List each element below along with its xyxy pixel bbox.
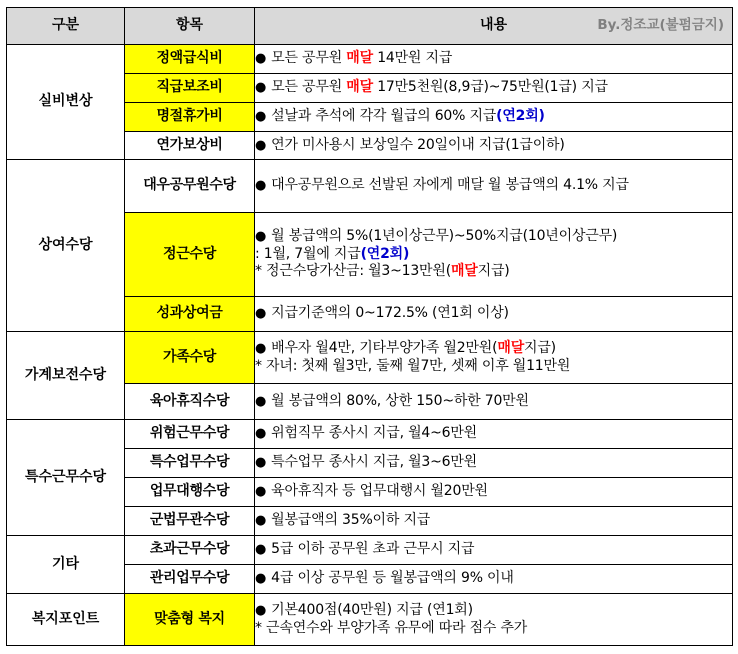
emphasis-red-text: 매달	[346, 79, 373, 96]
description-text: 연가 미사용시 보상일수 20일이내 지급(1급이하)	[271, 136, 565, 153]
bullet-line	[255, 108, 732, 126]
table-row	[7, 536, 733, 565]
description-text: 월 봉급액의 80%, 상한 150~하한 70만원	[271, 392, 529, 409]
description-cell	[255, 384, 733, 420]
description-cell	[255, 132, 733, 160]
description-text: 14만원 지급	[372, 50, 453, 67]
item-cell: 초과근무수당	[125, 536, 255, 565]
emphasis-red-text: 매달	[450, 263, 478, 280]
description-text: 대우공무원으로 선발된 자에게 매달 월 봉급액의 4.1% 지급	[271, 177, 629, 194]
description-cell	[255, 74, 733, 103]
bullet-line	[255, 602, 732, 620]
description-text: 특수업무 종사시 지급, 월3~6만원	[271, 454, 477, 471]
bullet-line	[255, 483, 732, 501]
category-cell: 실비변상	[7, 45, 125, 160]
bullet-line	[255, 512, 732, 530]
description-text: 모든 공무원	[271, 50, 347, 67]
allowance-table	[6, 7, 733, 646]
description-text: 5급 이하 공무원 초과 근무시 지급	[271, 541, 475, 558]
bullet-line	[255, 570, 732, 588]
note-line	[255, 263, 732, 281]
description-text: * 자녀: 첫째 월3만, 둘째 월7만, 셋째 이후 월11만원	[255, 357, 571, 374]
item-cell: 관리업무수당	[125, 565, 255, 594]
description-cell	[255, 103, 733, 132]
header-item: 항목	[125, 8, 255, 45]
item-cell: 특수업무수당	[125, 449, 255, 478]
description-text: 육아휴직자 등 업무대행시 월20만원	[271, 483, 488, 500]
description-text: 4급 이상 공무원 등 월봉급액의 9% 이내	[271, 570, 514, 587]
description-cell	[255, 160, 733, 213]
description-cell	[255, 594, 733, 646]
description-text: 지급)	[524, 340, 556, 356]
category-cell: 가계보전수당	[7, 332, 125, 420]
bullet-line	[255, 305, 732, 323]
description-cell	[255, 213, 733, 297]
description-text: * 근속연수와 부양가족 유무에 따라 점수 추가	[255, 619, 528, 636]
item-cell: 맞춤형 복지	[125, 594, 255, 646]
bullet-line	[255, 137, 732, 155]
description-text: 위험직무 종사시 지급, 월4~6만원	[271, 425, 477, 442]
header-category: 구분	[7, 8, 125, 45]
description-text: 월봉급액의 35%이하 지급	[271, 512, 431, 529]
bullet-line	[255, 79, 732, 97]
table-row	[7, 420, 733, 449]
emphasis-blue-text: (연2회)	[496, 108, 545, 125]
bullet-line	[255, 393, 732, 411]
item-cell: 대우공무원수당	[125, 160, 255, 213]
category-cell: 상여수당	[7, 160, 125, 332]
item-cell: 군법무관수당	[125, 507, 255, 536]
table-row	[7, 45, 733, 74]
table-row	[7, 594, 733, 646]
description-text: 지급)	[477, 263, 510, 280]
table-body	[7, 45, 733, 646]
description-cell	[255, 478, 733, 507]
bullet-line	[255, 50, 732, 68]
description-text: 월 봉급액의 5%(1년이상근무)~50%지급(10년이상근무)	[271, 228, 618, 245]
category-cell: 복지포인트	[7, 594, 125, 646]
description-cell	[255, 507, 733, 536]
bullet-line	[255, 541, 732, 559]
description-text: 설날과 추석에 각각 월급의 60% 지급	[271, 108, 497, 125]
item-cell: 가족수당	[125, 332, 255, 384]
bullet-line	[255, 177, 732, 195]
item-cell: 위험근무수당	[125, 420, 255, 449]
header-row	[7, 8, 733, 45]
description-text: * 정근수당가산금: 월3~13만원(	[255, 263, 451, 280]
note-line	[255, 358, 732, 376]
header-content	[255, 8, 733, 45]
item-cell: 명절휴가비	[125, 103, 255, 132]
item-cell: 정근수당	[125, 213, 255, 297]
bullet-line	[255, 454, 732, 472]
table-row	[7, 332, 733, 384]
description-text: 지급기준액의 0~172.5% (연1회 이상)	[271, 305, 509, 322]
category-cell: 특수근무수당	[7, 420, 125, 536]
bullet-line	[255, 228, 732, 246]
item-cell: 육아휴직수당	[125, 384, 255, 420]
bullet-line	[255, 340, 732, 358]
note-line	[255, 620, 732, 638]
description-cell	[255, 297, 733, 332]
item-cell: 성과상여금	[125, 297, 255, 332]
description-text: : 1월, 7월에 지급	[255, 245, 361, 262]
emphasis-red-text: 매달	[346, 50, 373, 67]
table-row	[7, 160, 733, 213]
bullet-line	[255, 425, 732, 443]
header-content-label: 내용	[479, 17, 508, 34]
description-text: 배우자 월4만, 기타부양가족 월2만원(	[271, 340, 498, 356]
item-cell: 정액급식비	[125, 45, 255, 74]
description-cell	[255, 565, 733, 594]
description-text: 기본400점(40만원) 지급 (연1회)	[271, 602, 473, 618]
emphasis-red-text: 매달	[497, 340, 525, 356]
item-cell: 업무대행수당	[125, 478, 255, 507]
category-cell: 기타	[7, 536, 125, 594]
note-line	[255, 246, 732, 264]
emphasis-blue-text: (연2회)	[360, 245, 410, 262]
description-cell	[255, 420, 733, 449]
description-text: 모든 공무원	[271, 79, 347, 96]
description-cell	[255, 332, 733, 384]
description-cell	[255, 536, 733, 565]
description-cell	[255, 449, 733, 478]
author-credit: By.정조교(불펌금지)	[597, 17, 724, 33]
item-cell: 연가보상비	[125, 132, 255, 160]
description-text: 17만5천원(8,9급)~75만원(1급) 지급	[372, 79, 608, 96]
description-cell	[255, 45, 733, 74]
item-cell: 직급보조비	[125, 74, 255, 103]
